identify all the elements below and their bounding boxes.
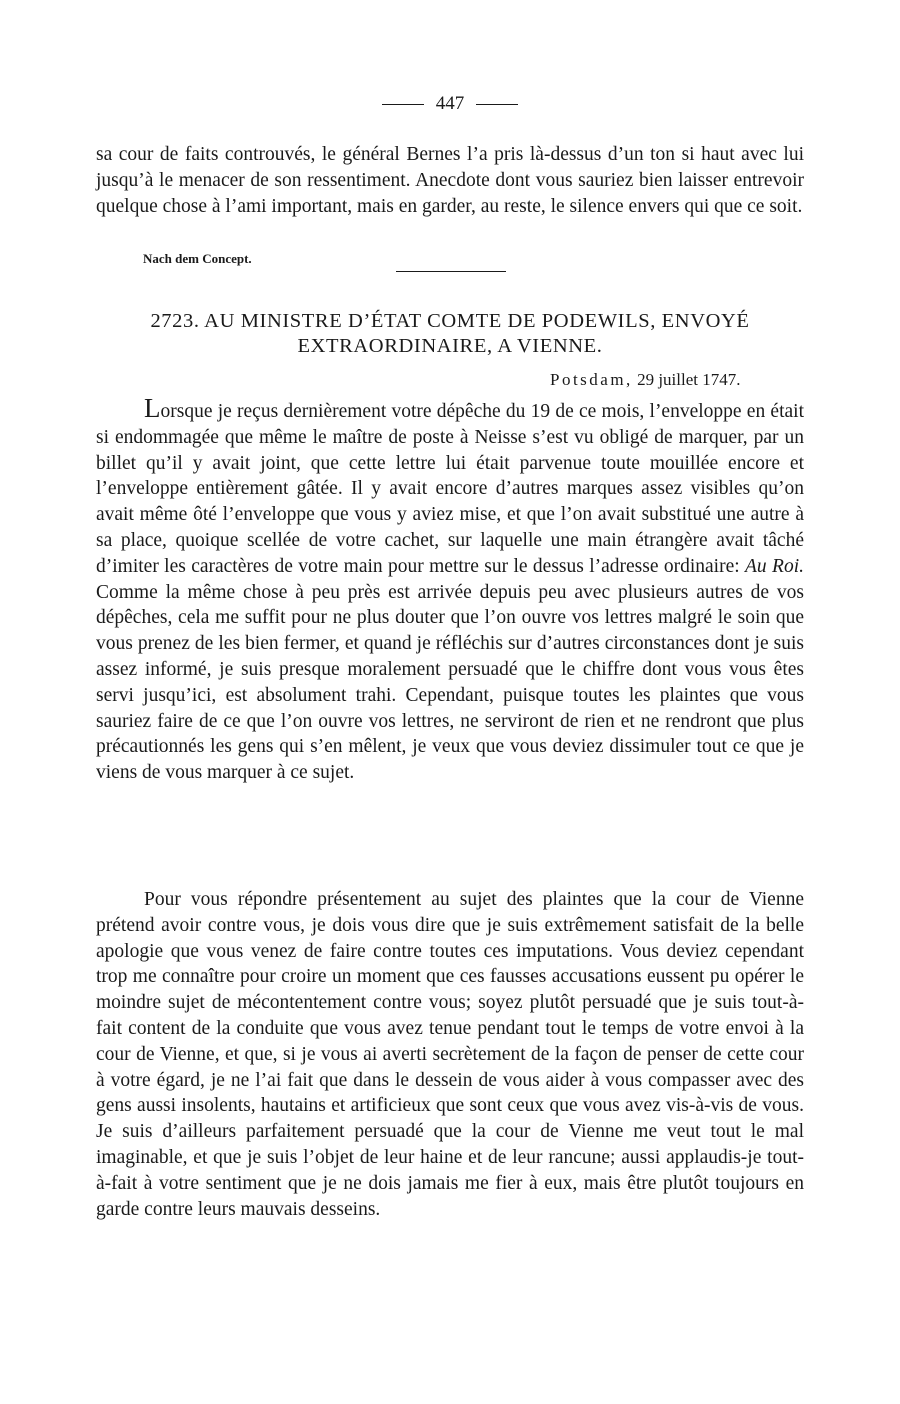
page-number: 447 <box>435 93 465 114</box>
paragraph-1-text-a: orsque je reçus dernièrement votre dépêche du 19 de ce mois, l’enveloppe en était si endommagée que même le maître de poste à Neisse s’est vu obligé de marquer, par un billet qu’il y avait joint, que cette lettre lui était parvenue toute mouillée encore et l’enveloppe entièrement gâtée. Il y avait encore d’autres marques assez visibles qu’on avait même ôté l’enveloppe que vous y aviez mise, et que l’on avait substitué une autre à sa place, quoique scellée de votre cachet, sur laquelle une main étrangère avait tâché d’imiter les caractères de votre main pour mettre sur le dessus l’adresse ordinaire: <box>96 401 804 577</box>
letter-paragraph-1 <box>96 393 804 786</box>
source-note: Nach dem Concept. <box>143 251 252 266</box>
letter-paragraph-2: Pour vous répondre présentement au sujet des plaintes que la cour de Vienne prétend avoir contre vous, je dois vous dire que je suis extrêmement satisfait de la belle apologie que vous venez de faire contre toutes ces imputations. Vous deviez cependant trop me connaître pour croire un moment que ces fausses accusations eussent pu opérer le moindre sujet de mécontentement contre vous; soyez plutôt persuadé que je suis tout-à-fait content de la conduite que vous avez tenue pendant tout le temps de votre envoi à la cour de Vienne, et que, si je vous ai averti secrètement de la façon de penser de cette cour à votre égard, je ne l’ai fait que dans le dessein de vous aider à vous compasser avec des gens aussi insolents, hautains et artificieux que sont ceux que vous avez vis-à-vis de vous. Je suis d’ailleurs parfaitement persuadé que la cour de Vienne me veut tout le mal imaginable, et que je suis l’objet de leur haine et de leur rancune; aussi applaudis-je tout-à-fait à votre sentiment que je ne dois jamais me fier à eux, mais être plutôt toujours en garde contre leurs mauvais desseins. <box>96 889 804 1220</box>
address-italic: Au Roi. <box>745 555 804 577</box>
letter-heading <box>96 309 804 359</box>
letter-heading-text: AU MINISTRE D’ÉTAT COMTE DE PODEWILS, ENVOYÉ EXTRAORDINAIRE, A VIENNE. <box>204 310 750 357</box>
carryover-paragraph: sa cour de faits controuvés, le général Bernes l’a pris là-dessus d’un ton si haut avec lui jusqu’à le menacer de son ressentiment. Anecdote dont vous sauriez bien laisser entrevoir quelque chose à l’ami important, mais en garder, au reste, le silence envers qui que ce soit. <box>96 144 804 217</box>
paragraph-1-text-b: Comme la même chose à peu près est arrivée depuis peu avec plusieurs autres de vos dépêches, cela me suffit pour ne plus douter que l’on ouvre vos lettres malgré le soin que vous prenez de les bien fermer, et quand je réfléchis sur d’autres circonstances dont je suis assez informé, je suis presque moralement persuadé que le chiffre dont vous vous êtes servi jusqu’ici, est absolument trahi. Cependant, puisque toutes les plaintes que vous sauriez faire de ce que l’on ouvre vos lettres, ne serviront de rien et ne rendront que plus précautionnés les gens qui s’en mêlent, je veux que vous deviez dissimuler tout ce que je viens de vous marquer à ce sujet. <box>96 581 804 784</box>
header-dash-left <box>382 104 424 105</box>
letter-place: Potsdam, <box>550 370 633 389</box>
page-header <box>0 92 900 116</box>
letter-date: 29 juillet 1747. <box>637 370 741 389</box>
section-divider <box>396 271 506 272</box>
initial-letter: L <box>144 393 161 423</box>
letter-number: 2723. <box>150 310 200 332</box>
header-dash-right <box>476 104 518 105</box>
letter-dateline <box>550 370 740 390</box>
